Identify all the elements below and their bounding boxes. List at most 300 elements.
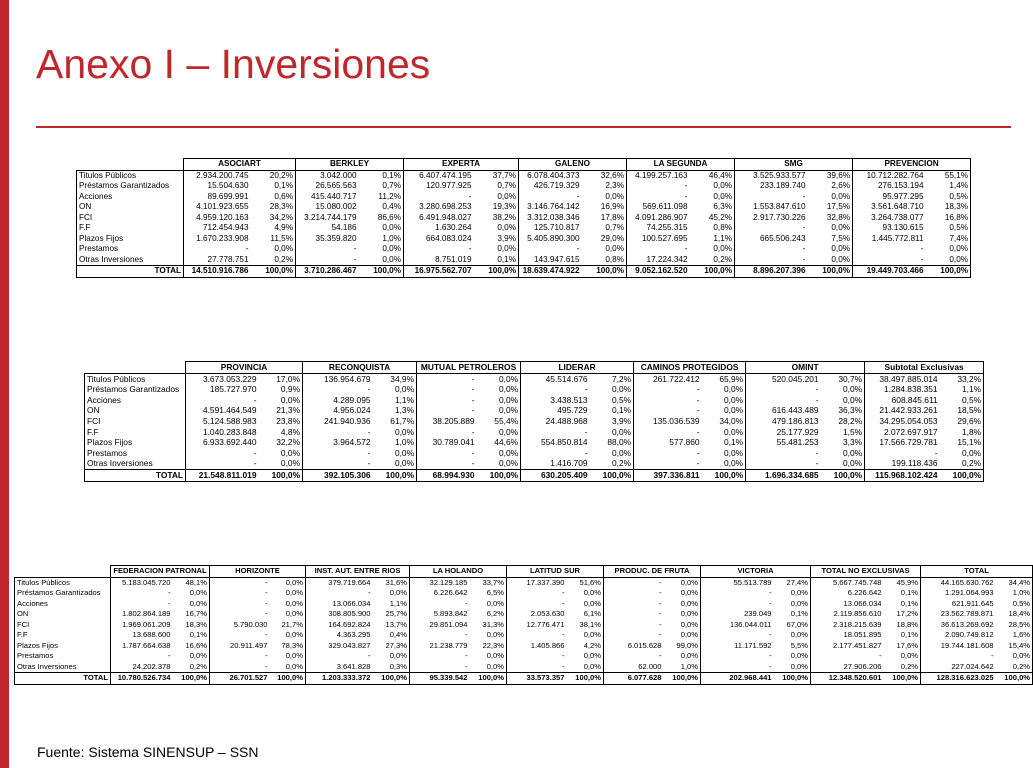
percent-cell: 0,0%	[373, 458, 417, 469]
percent-cell: 0,0%	[774, 651, 811, 662]
percent-cell: 55,4%	[477, 416, 521, 427]
amount-cell: 3.641.828	[336, 661, 371, 671]
percent-cell: 0,1%	[474, 255, 519, 266]
amount-cell: 21.548.811.019	[186, 469, 259, 481]
amount-cell: 12.348.520.601	[811, 673, 884, 685]
company-header: TOTAL NO EXCLUSIVAS	[811, 566, 921, 578]
percent-cell: 100,0%	[821, 469, 865, 481]
percent-cell: 0,2%	[590, 458, 634, 469]
percent-cell: 38,2%	[474, 213, 519, 224]
table-row	[77, 181, 971, 192]
amount-cell: -	[604, 577, 664, 588]
percent-cell: 1,1%	[373, 395, 417, 406]
amount-cell: 4.956.024	[333, 405, 371, 416]
amount-cell: 27.778.751	[207, 254, 249, 264]
percent-cell: 0,0%	[474, 223, 519, 234]
percent-cell: 0,4%	[373, 630, 410, 641]
amount-cell: 3.264.738.077	[871, 212, 924, 222]
percent-cell: 0,0%	[477, 448, 521, 459]
table-row	[15, 651, 1033, 662]
percent-cell: 0,0%	[373, 427, 417, 438]
company-header: SMG	[735, 159, 853, 171]
percent-cell: 34,4%	[996, 577, 1033, 588]
company-header: Subtotal Exclusivas	[865, 362, 984, 374]
amount-cell: 4.091.286.907	[635, 212, 688, 222]
percent-cell: 0,0%	[474, 244, 519, 255]
amount-cell: 1.969.061.209	[121, 619, 171, 629]
row-label: F.F	[77, 223, 184, 234]
investments-table-2	[84, 361, 984, 482]
percent-cell: 0,0%	[664, 620, 701, 631]
amount-cell: 227.024.642	[951, 661, 994, 671]
percent-cell: 0,0%	[567, 662, 604, 673]
percent-cell: 0,0%	[470, 651, 507, 662]
amount-cell: 577.860	[669, 437, 700, 448]
percent-cell: 0,0%	[808, 255, 853, 266]
amount-cell: -	[561, 661, 565, 671]
percent-cell: 0,1%	[590, 405, 634, 416]
percent-cell: 0,0%	[373, 588, 410, 599]
amount-cell: 14.510.916.786	[184, 266, 251, 278]
percent-cell: 29,0%	[582, 234, 627, 245]
amount-cell: 38.497.885.014	[865, 373, 940, 384]
percent-cell: 18,5%	[940, 405, 984, 416]
amount-cell: 2.318.215.639	[832, 619, 882, 629]
amount-cell: -	[167, 598, 171, 608]
company-header: HORIZONTE	[210, 566, 306, 578]
amount-cell: 34.295.054.053	[879, 416, 938, 427]
percent-cell: 21,3%	[259, 405, 303, 416]
row-label: Plazos Fijos	[15, 641, 111, 652]
amount-cell: 6.933.692.440	[202, 437, 257, 448]
amount-cell: 17.566.729.781	[879, 437, 938, 448]
percent-cell: 0,0%	[373, 651, 410, 662]
percent-cell: 0,0%	[774, 662, 811, 673]
amount-cell: -	[684, 191, 688, 201]
amount-cell: 3.280.698.253	[419, 202, 472, 212]
amount-cell: -	[802, 254, 806, 264]
table-row	[15, 662, 1033, 673]
table-row	[85, 458, 984, 469]
percent-cell: 6,2%	[470, 609, 507, 620]
amount-cell: 20.911.497	[230, 640, 268, 650]
amount-cell: 2.177.451.827	[832, 640, 882, 650]
percent-cell: 100,0%	[270, 673, 306, 685]
amount-cell: -	[769, 630, 772, 640]
table-row	[15, 620, 1033, 631]
percent-cell: 86,6%	[359, 213, 404, 224]
percent-cell: 0,5%	[926, 223, 971, 234]
amount-cell: -	[253, 447, 257, 458]
amount-cell: -	[991, 651, 994, 661]
amount-cell: -	[934, 447, 938, 458]
percent-cell: 0,0%	[774, 599, 811, 610]
amount-cell: 89.699.991	[207, 191, 249, 201]
amount-cell: 4.199.257.163	[627, 170, 690, 181]
percent-cell: 32,6%	[582, 170, 627, 181]
company-header: OMINT	[746, 362, 865, 374]
percent-cell: 25,7%	[373, 609, 410, 620]
percent-cell: 0,0%	[477, 405, 521, 416]
percent-cell: 11,5%	[251, 234, 296, 245]
amount-cell: 3.042.000	[296, 170, 359, 181]
amount-cell: 392.105.306	[303, 469, 373, 481]
percent-cell: 0,1%	[884, 630, 921, 641]
percent-cell: 100,0%	[567, 673, 604, 685]
amount-cell: 21.238.779	[429, 640, 468, 650]
percent-cell: 1,8%	[940, 427, 984, 438]
percent-cell: 0,0%	[582, 192, 627, 203]
percent-cell: 2,6%	[808, 181, 853, 192]
amount-cell: 329.043.827	[328, 640, 371, 650]
percent-cell: 0,5%	[926, 192, 971, 203]
percent-cell: 19,3%	[474, 202, 519, 213]
company-header: PROVINCIA	[186, 362, 303, 374]
percent-cell: 0,0%	[940, 448, 984, 459]
company-header: BERKLEY	[296, 159, 404, 171]
amount-cell: 1.787.664.638	[121, 640, 171, 650]
percent-cell: 65,9%	[702, 373, 746, 384]
amount-cell: -	[561, 651, 565, 661]
amount-cell: 18.051.895	[843, 630, 882, 640]
percent-cell: 0,1%	[702, 437, 746, 448]
percent-cell: 1,4%	[926, 181, 971, 192]
percent-cell: 31,3%	[470, 620, 507, 631]
amount-cell: 630.205.409	[521, 469, 590, 481]
amount-cell: 415.440.717	[310, 191, 357, 201]
percent-cell: 55,1%	[926, 170, 971, 181]
percent-cell: 0,0%	[270, 588, 306, 599]
amount-cell: -	[264, 609, 268, 619]
amount-cell: 5.405.890.300	[527, 233, 580, 243]
percent-cell: 1,0%	[373, 437, 417, 448]
amount-cell: -	[769, 598, 772, 608]
amount-cell: -	[353, 244, 357, 254]
percent-cell: 0,0%	[173, 651, 210, 662]
percent-cell: 7,5%	[808, 234, 853, 245]
amount-cell: 36.613.269.692	[940, 619, 994, 629]
percent-cell: 0,0%	[821, 448, 865, 459]
amount-cell: -	[584, 384, 588, 395]
amount-cell: 54.186	[331, 223, 357, 233]
percent-cell: 0,0%	[270, 599, 306, 610]
percent-cell: 20,2%	[251, 170, 296, 181]
amount-cell: 29.851.094	[429, 619, 468, 629]
percent-cell: 0,0%	[702, 448, 746, 459]
percent-cell: 0,0%	[664, 577, 701, 588]
percent-cell: 0,1%	[884, 588, 921, 599]
amount-cell: 136.044.011	[729, 619, 772, 629]
percent-cell: 0,0%	[884, 651, 921, 662]
amount-cell: 1.630.264	[435, 223, 472, 233]
amount-cell: -	[576, 244, 580, 254]
percent-cell: 100,0%	[940, 469, 984, 481]
percent-cell: 0,0%	[664, 588, 701, 599]
percent-cell: 4,9%	[251, 223, 296, 234]
percent-cell: 0,6%	[251, 192, 296, 203]
amount-cell: -	[264, 651, 268, 661]
percent-cell: 0,0%	[702, 458, 746, 469]
percent-cell: 1,3%	[373, 405, 417, 416]
amount-cell: 55.513.789	[701, 577, 774, 588]
percent-cell: 17,5%	[808, 202, 853, 213]
amount-cell: -	[471, 394, 475, 405]
left-accent-bar	[0, 0, 9, 768]
amount-cell: -	[696, 458, 700, 469]
row-label: Titulos Públicos	[15, 577, 111, 588]
percent-cell: 100,0%	[470, 673, 507, 685]
amount-cell: 241.940.936	[323, 416, 371, 427]
percent-cell: 0,0%	[690, 181, 735, 192]
percent-cell: 45,2%	[690, 213, 735, 224]
table-row	[77, 170, 971, 181]
amount-cell: -	[264, 588, 268, 598]
percent-cell: 100,0%	[926, 266, 971, 278]
header-corner	[15, 566, 111, 578]
amount-cell: -	[769, 651, 772, 661]
amount-cell: 3.710.286.467	[296, 266, 359, 278]
percent-cell: 28,5%	[996, 620, 1033, 631]
amount-cell: 6.226.642	[847, 588, 882, 598]
amount-cell: -	[464, 630, 468, 640]
amount-cell: -	[696, 426, 700, 437]
amount-cell: 616.443.489	[771, 405, 819, 416]
row-label: Acciones	[15, 599, 111, 610]
header-corner	[85, 362, 186, 374]
percent-cell: 78,3%	[270, 641, 306, 652]
header-row	[77, 159, 971, 171]
amount-cell: -	[253, 394, 257, 405]
source-footnote: Fuente: Sistema SINENSUP – SSN	[37, 744, 259, 760]
percent-cell: 0,0%	[664, 599, 701, 610]
amount-cell: -	[367, 651, 371, 661]
percent-cell: 0,0%	[664, 651, 701, 662]
amount-cell: 45.514.676	[521, 373, 590, 384]
amount-cell: -	[802, 223, 806, 233]
amount-cell: 2.072.697.917	[884, 426, 938, 437]
table-row	[15, 588, 1033, 599]
percent-cell: 0,0%	[821, 384, 865, 395]
row-label: Titulos Públicos	[85, 373, 186, 384]
percent-cell: 36,3%	[821, 405, 865, 416]
amount-cell: 95.339.542	[410, 673, 470, 685]
amount-cell: 13.066.034	[332, 598, 371, 608]
percent-cell: 33,2%	[940, 373, 984, 384]
amount-cell: 19.449.703.466	[853, 266, 926, 278]
amount-cell: -	[802, 244, 806, 254]
amount-cell: -	[815, 458, 819, 469]
amount-cell: 55.481.253	[776, 437, 819, 448]
percent-cell: 1,1%	[373, 599, 410, 610]
table-row	[85, 448, 984, 459]
table-row	[85, 416, 984, 427]
amount-cell: -	[658, 630, 662, 640]
table-row	[85, 373, 984, 384]
percent-cell: 0,0%	[996, 651, 1033, 662]
percent-cell: 0,0%	[590, 427, 634, 438]
table-row	[85, 384, 984, 395]
amount-cell: 9.052.162.520	[627, 266, 690, 278]
percent-cell: 0,3%	[373, 662, 410, 673]
percent-cell: 16,9%	[582, 202, 627, 213]
amount-cell: -	[879, 651, 882, 661]
amount-cell: 164.692.824	[328, 619, 371, 629]
percent-cell: 100,0%	[259, 469, 303, 481]
amount-cell: -	[471, 426, 475, 437]
table-row	[15, 577, 1033, 588]
table-row	[77, 244, 971, 255]
row-label: FCI	[77, 213, 184, 224]
percent-cell: 100,0%	[477, 469, 521, 481]
row-label: FCI	[15, 620, 111, 631]
amount-cell: -	[253, 458, 257, 469]
percent-cell: 0,0%	[702, 427, 746, 438]
amount-cell: -	[696, 384, 700, 395]
amount-cell: 199.118.436	[891, 458, 938, 469]
amount-cell: -	[264, 598, 268, 608]
total-row	[15, 673, 1033, 685]
amount-cell: -	[684, 181, 688, 191]
percent-cell: 100,0%	[664, 673, 701, 685]
amount-cell: 479.186.813	[771, 416, 819, 427]
percent-cell: 15,1%	[940, 437, 984, 448]
row-label: FCI	[85, 416, 186, 427]
amount-cell: -	[584, 447, 588, 458]
amount-cell: -	[367, 588, 371, 598]
amount-cell: -	[464, 598, 468, 608]
investments-table-1	[76, 158, 971, 278]
amount-cell: -	[367, 384, 371, 395]
percent-cell: 17,6%	[884, 641, 921, 652]
amount-cell: 33.573.357	[507, 673, 567, 685]
percent-cell: 11,2%	[359, 192, 404, 203]
percent-cell: 0,0%	[774, 588, 811, 599]
percent-cell: 0,4%	[359, 202, 404, 213]
percent-cell: 0,0%	[259, 395, 303, 406]
amount-cell: 1.291.064.993	[944, 588, 994, 598]
percent-cell: 17,8%	[582, 213, 627, 224]
table-row	[15, 609, 1033, 620]
percent-cell: 100,0%	[884, 673, 921, 685]
amount-cell: 8.751.019	[435, 254, 472, 264]
percent-cell: 0,2%	[690, 255, 735, 266]
percent-cell: 1,0%	[359, 234, 404, 245]
amount-cell: 35.359.820	[315, 233, 357, 243]
percent-cell: 0,0%	[808, 244, 853, 255]
amount-cell: 100.527.695	[641, 233, 688, 243]
amount-cell: 495.729	[557, 405, 588, 416]
row-label: Otras Inversiones	[15, 662, 111, 673]
percent-cell: 0,1%	[884, 599, 921, 610]
company-header: TOTAL	[921, 566, 1033, 578]
percent-cell: 0,1%	[173, 630, 210, 641]
investments-table-3	[14, 565, 1033, 685]
percent-cell: 18,3%	[173, 620, 210, 631]
amount-cell: 120.977.925	[425, 181, 472, 191]
percent-cell: 0,8%	[582, 255, 627, 266]
percent-cell: 32,8%	[808, 213, 853, 224]
amount-cell: -	[167, 588, 171, 598]
percent-cell: 17,0%	[259, 373, 303, 384]
percent-cell: 3,9%	[590, 416, 634, 427]
amount-cell: 125.710.817	[533, 223, 580, 233]
percent-cell: 100,0%	[582, 266, 627, 278]
table-row	[77, 234, 971, 245]
percent-cell: 0,0%	[477, 458, 521, 469]
percent-cell: 0,0%	[270, 609, 306, 620]
amount-cell: -	[815, 384, 819, 395]
percent-cell: 100,0%	[774, 673, 811, 685]
percent-cell: 0,0%	[821, 458, 865, 469]
amount-cell: 3.312.038.346	[527, 212, 580, 222]
amount-cell: 27.906.206	[843, 661, 882, 671]
percent-cell: 34,2%	[251, 213, 296, 224]
row-label: Acciones	[85, 395, 186, 406]
row-label: Plazos Fijos	[77, 234, 184, 245]
percent-cell: 67,0%	[774, 620, 811, 631]
percent-cell: 0,0%	[173, 599, 210, 610]
company-header: LA HOLANDO	[410, 566, 507, 578]
percent-cell: 1,5%	[821, 427, 865, 438]
percent-cell: 0,0%	[373, 448, 417, 459]
amount-cell: 5.183.045.720	[111, 577, 173, 588]
percent-cell: 100,0%	[474, 266, 519, 278]
percent-cell: 0,0%	[477, 384, 521, 395]
percent-cell: 0,0%	[567, 599, 604, 610]
header-row	[85, 362, 984, 374]
percent-cell: 0,0%	[470, 599, 507, 610]
amount-cell: 1.284.838.351	[884, 384, 938, 395]
company-header: VICTORIA	[701, 566, 811, 578]
amount-cell: 25.177.929	[776, 426, 819, 437]
total-row	[85, 469, 984, 481]
amount-cell: 608.845.611	[891, 394, 938, 405]
amount-cell: 1.802.864.189	[121, 609, 171, 619]
amount-cell: -	[684, 244, 688, 254]
percent-cell: 21,7%	[270, 620, 306, 631]
company-header: INST. AUT. ENTRE RIOS	[306, 566, 410, 578]
percent-cell: 34,0%	[702, 416, 746, 427]
percent-cell: 1,1%	[690, 234, 735, 245]
amount-cell: -	[658, 651, 662, 661]
percent-cell: 1,0%	[664, 662, 701, 673]
percent-cell: 100,0%	[808, 266, 853, 278]
amount-cell: 19.744.181.608	[940, 640, 994, 650]
table-row	[15, 641, 1033, 652]
percent-cell: 100,0%	[251, 266, 296, 278]
amount-cell: 143.947.615	[533, 254, 580, 264]
amount-cell: 5.893.842	[433, 609, 468, 619]
amount-cell: -	[464, 651, 468, 661]
company-header: PREVENCION	[853, 159, 971, 171]
percent-cell: 34,9%	[373, 373, 417, 384]
amount-cell: 6.015.628	[627, 640, 662, 650]
amount-cell: -	[471, 458, 475, 469]
amount-cell: -	[920, 244, 924, 254]
amount-cell: -	[576, 191, 580, 201]
amount-cell: 38.205.889	[432, 416, 475, 427]
percent-cell: 7,2%	[590, 373, 634, 384]
amount-cell: -	[417, 373, 477, 384]
total-label: TOTAL	[77, 266, 184, 278]
amount-cell: 4.591.464.549	[202, 405, 257, 416]
amount-cell: 1.203.333.372	[306, 673, 373, 685]
amount-cell: 13.066.034	[843, 598, 882, 608]
amount-cell: 569.611.098	[642, 202, 688, 212]
percent-cell: 0,5%	[996, 599, 1033, 610]
amount-cell: -	[468, 191, 472, 201]
percent-cell: 0,0%	[926, 255, 971, 266]
